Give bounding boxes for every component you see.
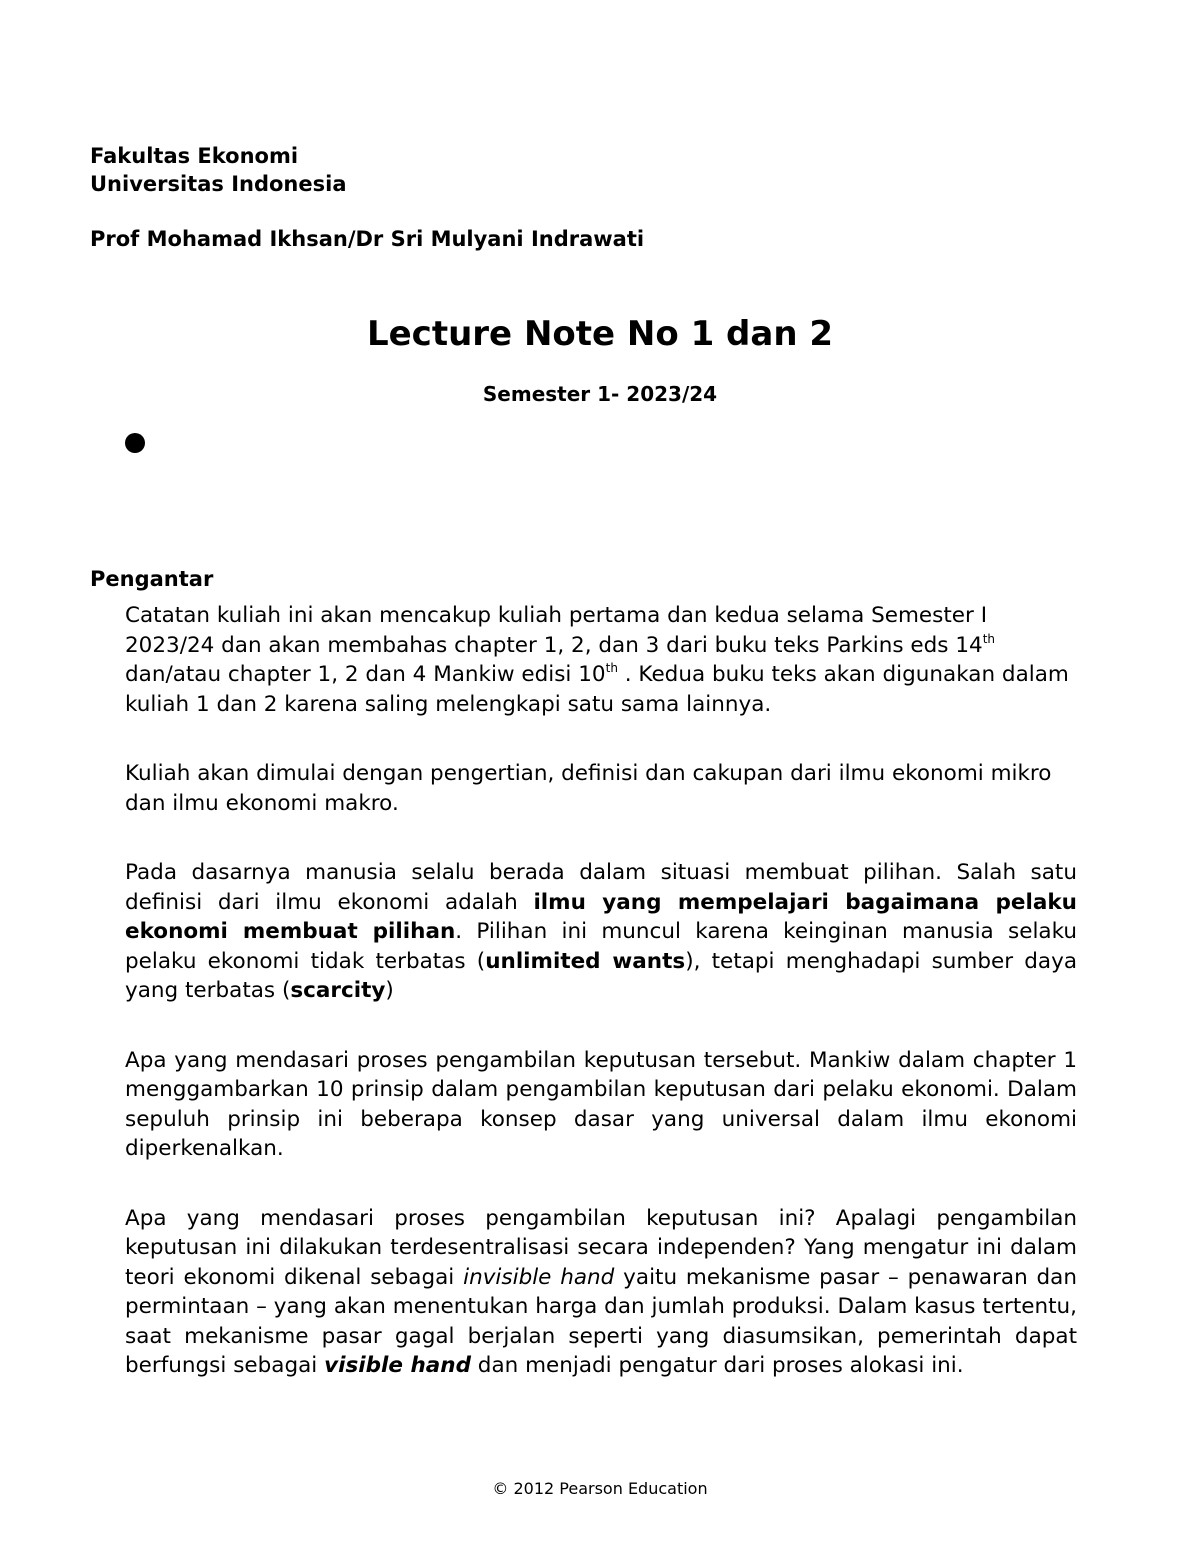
page-title: Lecture Note No 1 dan 2 <box>366 314 834 354</box>
bullet-icon <box>125 433 145 453</box>
text-run: yaitu mekanisme pasar – penawaran dan permintaan – yang akan menentukan harga dan jumlah produksi. Dalam kasus tertentu, saat mekanisme pasar gagal berjalan seperti yang diasumsikan, pemerintah dapat berfungsi sebagai <box>125 1264 1077 1378</box>
bold-italic-text: visible hand <box>324 1353 471 1378</box>
bold-text: ilmu yang mempelajari bagaimana pelaku ekonomi membuat pilihan <box>125 889 1077 944</box>
bold-text: scarcity <box>290 978 386 1003</box>
text-run: dan menjadi pengatur dari proses alokasi ini. <box>470 1353 964 1378</box>
bold-text: unlimited wants <box>485 948 686 974</box>
university-name: Universitas Indonesia <box>90 172 347 196</box>
section-heading: Pengantar <box>90 567 214 591</box>
copyright-footer: © 2012 Pearson Education <box>492 1479 708 1498</box>
paragraph-2: Kuliah akan dimulai dengan pengertian, definisi dan cakupan dari ilmu ekonomi mikro dan ilmu ekonomi makro. <box>125 761 1052 816</box>
text-run: ), tetapi menghadapi sumber daya yang terbatas ( <box>125 948 1077 1003</box>
faculty-name: Fakultas Ekonomi <box>90 144 299 168</box>
author-names: Prof Mohamad Ikhsan/Dr Sri Mulyani Indrawati <box>90 227 645 251</box>
page-subtitle: Semester 1- 2023/24 <box>482 382 718 406</box>
paragraph-5 <box>125 1204 1077 1381</box>
superscript: th <box>605 661 618 675</box>
italic-text: invisible hand <box>463 1264 615 1290</box>
text-run: Apa yang mendasari proses pengambilan keputusan ini? Apalagi pengambilan keputusan ini dilakukan terdesentralisasi secara independen? Yang mengatur ini dalam teori ekonomi dikenal sebagai <box>125 1205 1077 1290</box>
text-run: ) <box>385 978 394 1003</box>
text-run: . Kedua buku teks akan digunakan dalam kuliah 1 dan 2 karena saling melengkapi satu sama lainnya. <box>125 662 1069 717</box>
paragraph-4: Apa yang mendasari proses pengambilan keputusan tersebut. Mankiw dalam chapter 1 menggambarkan 10 prinsip dalam pengambilan keputusan dari pelaku ekonomi. Dalam sepuluh prinsip ini beberapa konsep dasar yang universal dalam ilmu ekonomi diperkenalkan. <box>125 1047 1077 1161</box>
text-run: Catatan kuliah ini akan mencakup kuliah pertama dan kedua selama Semester I 2023/24 dan akan membahas chapter 1, 2, dan 3 dari buku teks Parkins eds 14 <box>125 603 988 658</box>
document-body <box>125 601 1077 1421</box>
text-run: dan/atau chapter 1, 2 dan 4 Mankiw edisi 10 <box>125 662 606 687</box>
document-header <box>90 142 644 253</box>
paragraph-1 <box>125 601 1077 719</box>
text-run: Pada dasarnya manusia selalu berada dalam situasi membuat pilihan. Salah satu definisi dari ilmu ekonomi adalah <box>125 860 1077 915</box>
paragraph-3 <box>125 858 1077 1006</box>
superscript: th <box>982 631 996 646</box>
text-run: . Pilihan ini muncul karena keinginan manusia selaku pelaku ekonomi tidak terbatas ( <box>125 919 1078 974</box>
